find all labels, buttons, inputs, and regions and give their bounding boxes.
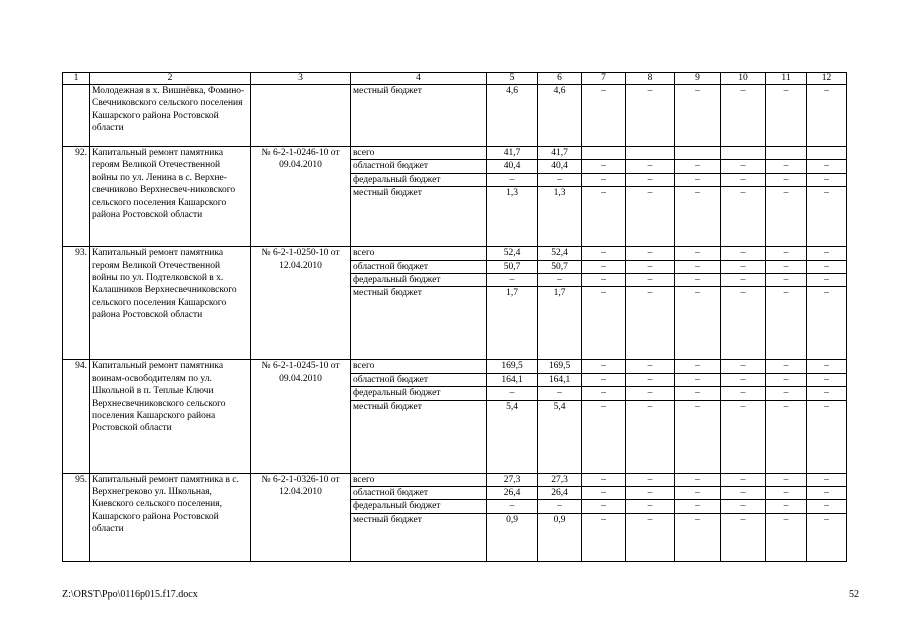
value-col10: – (721, 160, 766, 173)
document-ref (251, 85, 351, 147)
value-col7: – (582, 260, 626, 273)
value-col5: – (487, 387, 538, 400)
value-col8: – (626, 85, 675, 147)
value-col6: 169,5 (538, 360, 582, 373)
column-number: 8 (626, 73, 675, 85)
value-col12: – (807, 400, 847, 473)
value-col10: – (721, 260, 766, 273)
value-col10: – (721, 387, 766, 400)
value-col8: – (626, 247, 675, 260)
value-col5: 169,5 (487, 360, 538, 373)
value-col12: – (807, 260, 847, 273)
value-col9: – (675, 287, 721, 360)
value-col7: – (582, 473, 626, 486)
document-ref: № 6-2-1-0250-10 от 12.04.2010 (251, 247, 351, 360)
value-col9: – (675, 160, 721, 173)
funding-source: всего (351, 147, 487, 160)
value-col9: – (675, 85, 721, 147)
funding-source: местный бюджет (351, 400, 487, 473)
object-name: Капитальный ремонт памятника героям Великой Отечественной войны по ул. Подтелковской в х. Калашников Верхнесвечниковского сельского поселения Кашарского района Ростовской области (90, 247, 251, 360)
value-col11: – (766, 287, 807, 360)
value-col8: – (626, 260, 675, 273)
value-col9: – (675, 260, 721, 273)
value-col9: – (675, 274, 721, 287)
document-ref: № 6-2-1-0326-10 от 12.04.2010 (251, 473, 351, 561)
page-number: 52 (849, 589, 859, 600)
value-col6: 41,7 (538, 147, 582, 160)
value-col6: 1,7 (538, 287, 582, 360)
document-ref: № 6-2-1-0245-10 от 09.04.2010 (251, 360, 351, 473)
value-col5: 0,9 (487, 513, 538, 561)
value-col9: – (675, 373, 721, 386)
column-number: 7 (582, 73, 626, 85)
value-col12: – (807, 187, 847, 247)
table-row (63, 473, 847, 486)
funding-source: областной бюджет (351, 373, 487, 386)
value-col5: – (487, 500, 538, 513)
value-col12: – (807, 287, 847, 360)
value-col8: – (626, 173, 675, 186)
value-col8: – (626, 287, 675, 360)
value-col9: – (675, 473, 721, 486)
value-col11: – (766, 360, 807, 373)
funding-source: всего (351, 360, 487, 373)
value-col6: 164,1 (538, 373, 582, 386)
value-col10: – (721, 473, 766, 486)
value-col9: – (675, 173, 721, 186)
value-col12: – (807, 360, 847, 373)
column-number: 5 (487, 73, 538, 85)
value-col7: – (582, 85, 626, 147)
value-col7: – (582, 500, 626, 513)
funding-source: всего (351, 247, 487, 260)
value-col7: – (582, 160, 626, 173)
funding-source: местный бюджет (351, 287, 487, 360)
program-table (62, 72, 847, 562)
value-col8: – (626, 500, 675, 513)
value-col11: – (766, 260, 807, 273)
value-col6: 40,4 (538, 160, 582, 173)
table-row (63, 360, 847, 373)
value-col6: 27,3 (538, 473, 582, 486)
table-row (63, 147, 847, 160)
funding-source: федеральный бюджет (351, 173, 487, 186)
value-col6: 0,9 (538, 513, 582, 561)
value-col10: – (721, 487, 766, 500)
column-number: 4 (351, 73, 487, 85)
value-col11: – (766, 247, 807, 260)
funding-source: федеральный бюджет (351, 500, 487, 513)
value-col12: – (807, 487, 847, 500)
value-col6: – (538, 274, 582, 287)
value-col11: – (766, 373, 807, 386)
value-col6: 26,4 (538, 487, 582, 500)
value-col5: 1,7 (487, 287, 538, 360)
value-col6: – (538, 173, 582, 186)
funding-source: местный бюджет (351, 513, 487, 561)
object-name: Капитальный ремонт памятника в с. Верхнегреково ул. Школьная, Киевского сельского поселения, Кашарского района Ростовской области (90, 473, 251, 561)
value-col8: – (626, 473, 675, 486)
value-col7: – (582, 387, 626, 400)
value-col11: – (766, 85, 807, 147)
entry-number: 95. (63, 473, 90, 561)
value-col7: – (582, 487, 626, 500)
value-col8: – (626, 274, 675, 287)
value-col9: – (675, 513, 721, 561)
column-number: 1 (63, 73, 90, 85)
footer-file-path: Z:\ORST\Ppo\0116p015.f17.docx (62, 589, 198, 600)
value-col5: 41,7 (487, 147, 538, 160)
column-number: 2 (90, 73, 251, 85)
value-col10 (721, 147, 766, 160)
value-col11 (766, 147, 807, 160)
funding-source: областной бюджет (351, 260, 487, 273)
value-col8: – (626, 187, 675, 247)
value-col10: – (721, 400, 766, 473)
value-col9: – (675, 187, 721, 247)
value-col6: 52,4 (538, 247, 582, 260)
value-col5: 52,4 (487, 247, 538, 260)
value-col12: – (807, 473, 847, 486)
value-col7: – (582, 173, 626, 186)
value-col11: – (766, 487, 807, 500)
value-col10: – (721, 274, 766, 287)
value-col7: – (582, 360, 626, 373)
value-col8: – (626, 387, 675, 400)
continuation-row (63, 85, 847, 147)
table-row (63, 247, 847, 260)
funding-source: областной бюджет (351, 487, 487, 500)
value-col10: – (721, 173, 766, 186)
object-name: Капитальный ремонт памятника воинам-освободителям по ул. Школьной в п. Теплые Ключи Верхнесвечниковского сельского поселения Кашарского района Ростовской области (90, 360, 251, 473)
value-col11: – (766, 173, 807, 186)
value-col7: – (582, 274, 626, 287)
column-number: 11 (766, 73, 807, 85)
funding-source: федеральный бюджет (351, 274, 487, 287)
column-number-row (63, 73, 847, 85)
value-col5: 50,7 (487, 260, 538, 273)
value-col7: – (582, 513, 626, 561)
column-number: 10 (721, 73, 766, 85)
value-col11: – (766, 500, 807, 513)
value-col11: – (766, 400, 807, 473)
value-col12: – (807, 274, 847, 287)
value-col11: – (766, 513, 807, 561)
value-col8 (626, 147, 675, 160)
funding-source: всего (351, 473, 487, 486)
value-col8: – (626, 513, 675, 561)
value-col12: – (807, 373, 847, 386)
value-col11: – (766, 274, 807, 287)
object-name: Капитальный ремонт памятника героям Великой Отечественной войны по ул. Ленина в с. Верхне-свечниково Верхнесвеч-никовского сельского поселения Кашарского района Ростовской области (90, 147, 251, 247)
value-col10: – (721, 500, 766, 513)
object-name: Молодежная в х. Вишнёвка, Фомино-Свечниковского сельского поселения Кашарского района Ростовской области (90, 85, 251, 147)
value-col12: – (807, 160, 847, 173)
value-col10: – (721, 247, 766, 260)
value-col11: – (766, 187, 807, 247)
value-col9: – (675, 360, 721, 373)
value-col6: 4,6 (538, 85, 582, 147)
value-col10: – (721, 287, 766, 360)
column-number: 9 (675, 73, 721, 85)
value-col12: – (807, 513, 847, 561)
value-col9: – (675, 487, 721, 500)
funding-source: местный бюджет (351, 187, 487, 247)
value-col6: – (538, 387, 582, 400)
value-col10: – (721, 85, 766, 147)
value-col5: – (487, 173, 538, 186)
entry-number: 93. (63, 247, 90, 360)
value-col6: – (538, 500, 582, 513)
value-col10: – (721, 373, 766, 386)
value-col8: – (626, 373, 675, 386)
value-col12: – (807, 500, 847, 513)
value-col5: – (487, 274, 538, 287)
value-col11: – (766, 473, 807, 486)
value-col8: – (626, 160, 675, 173)
value-col5: 40,4 (487, 160, 538, 173)
value-col9: – (675, 400, 721, 473)
value-col5: 164,1 (487, 373, 538, 386)
value-col12: – (807, 247, 847, 260)
value-col12 (807, 147, 847, 160)
value-col6: 1,3 (538, 187, 582, 247)
value-col12: – (807, 173, 847, 186)
value-col6: 5,4 (538, 400, 582, 473)
value-col5: 4,6 (487, 85, 538, 147)
value-col7: – (582, 247, 626, 260)
value-col5: 1,3 (487, 187, 538, 247)
document-ref: № 6-2-1-0246-10 от 09.04.2010 (251, 147, 351, 247)
funding-source: местный бюджет (351, 85, 487, 147)
funding-source: областной бюджет (351, 160, 487, 173)
value-col6: 50,7 (538, 260, 582, 273)
value-col8: – (626, 400, 675, 473)
value-col9: – (675, 500, 721, 513)
value-col12: – (807, 85, 847, 147)
value-col5: 27,3 (487, 473, 538, 486)
column-number: 12 (807, 73, 847, 85)
value-col9 (675, 147, 721, 160)
entry-number: 94. (63, 360, 90, 473)
entry-number (63, 85, 90, 147)
value-col8: – (626, 487, 675, 500)
value-col7: – (582, 400, 626, 473)
value-col8: – (626, 360, 675, 373)
column-number: 6 (538, 73, 582, 85)
value-col7: – (582, 373, 626, 386)
value-col9: – (675, 387, 721, 400)
value-col7: – (582, 187, 626, 247)
value-col10: – (721, 513, 766, 561)
value-col11: – (766, 160, 807, 173)
value-col5: 26,4 (487, 487, 538, 500)
value-col11: – (766, 387, 807, 400)
funding-source: федеральный бюджет (351, 387, 487, 400)
value-col7 (582, 147, 626, 160)
column-number: 3 (251, 73, 351, 85)
value-col7: – (582, 287, 626, 360)
entry-number: 92. (63, 147, 90, 247)
value-col10: – (721, 360, 766, 373)
value-col10: – (721, 187, 766, 247)
value-col5: 5,4 (487, 400, 538, 473)
value-col12: – (807, 387, 847, 400)
value-col9: – (675, 247, 721, 260)
